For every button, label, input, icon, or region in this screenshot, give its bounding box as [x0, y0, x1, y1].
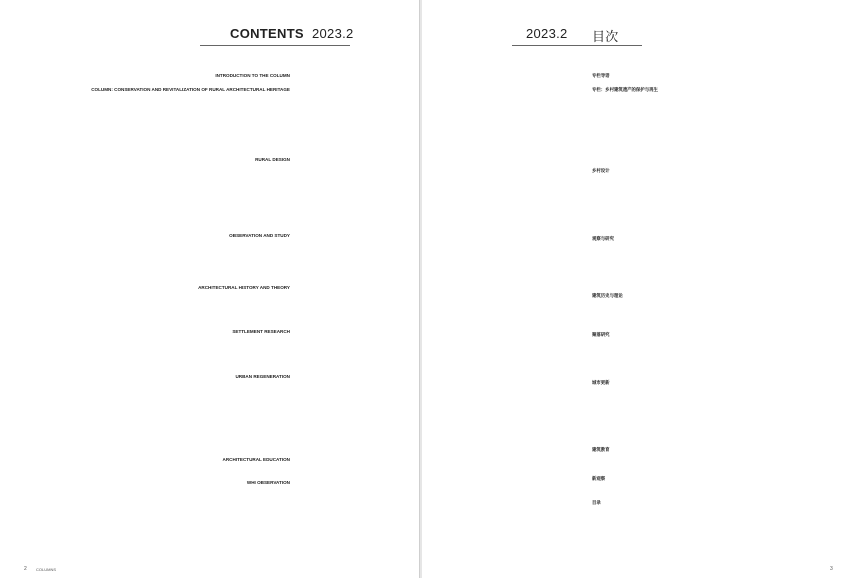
contents-title: CONTENTS — [230, 26, 304, 41]
contents-page-english — [0, 0, 420, 578]
header-rule — [512, 45, 642, 46]
footer-mark: COLUMNS — [36, 567, 57, 572]
section-heading: COLUMN: CONSERVATION AND REVITALIZATION OF RURAL ARCHITECTURAL HERITAGE — [91, 87, 290, 92]
section-heading: RURAL DESIGN — [255, 157, 290, 162]
header-rule — [200, 45, 350, 46]
section-heading-cn: 城市更新 — [592, 381, 610, 386]
contents-title-cn: 目次 — [592, 30, 619, 45]
section-heading: OBSERVATION AND STUDY — [229, 233, 290, 238]
section-heading-cn: 专栏导语 — [592, 74, 610, 79]
issue-number: 2023.2 — [312, 26, 354, 41]
section-heading: URBAN REGENERATION — [235, 374, 290, 379]
section-heading-cn: 目录 — [592, 501, 601, 506]
section-heading: WHI OBSERVATION — [246, 480, 290, 485]
issue-number: 2023.2 — [526, 26, 568, 41]
section-heading-cn: 新观察 — [592, 477, 606, 482]
section-heading: INTRODUCTION TO THE COLUMN — [215, 73, 290, 78]
page-number: 2 — [24, 566, 27, 572]
section-heading-cn: 建筑历史与理论 — [592, 294, 623, 299]
contents-page-chinese — [422, 0, 850, 578]
section-heading-cn: 专栏：乡村建筑遗产的保护与再生 — [592, 88, 658, 93]
section-heading-cn: 聚落研究 — [592, 333, 610, 338]
page-number: 3 — [830, 566, 833, 572]
section-heading-cn: 乡村设计 — [592, 169, 610, 174]
section-heading: ARCHITECTURAL HISTORY AND THEORY — [198, 285, 290, 290]
section-heading-cn: 建筑教育 — [592, 448, 610, 453]
section-heading: SETTLEMENT RESEARCH — [232, 329, 290, 334]
section-heading-cn: 观察与研究 — [592, 237, 614, 242]
section-heading: ARCHITECTURAL EDUCATION — [222, 457, 290, 462]
